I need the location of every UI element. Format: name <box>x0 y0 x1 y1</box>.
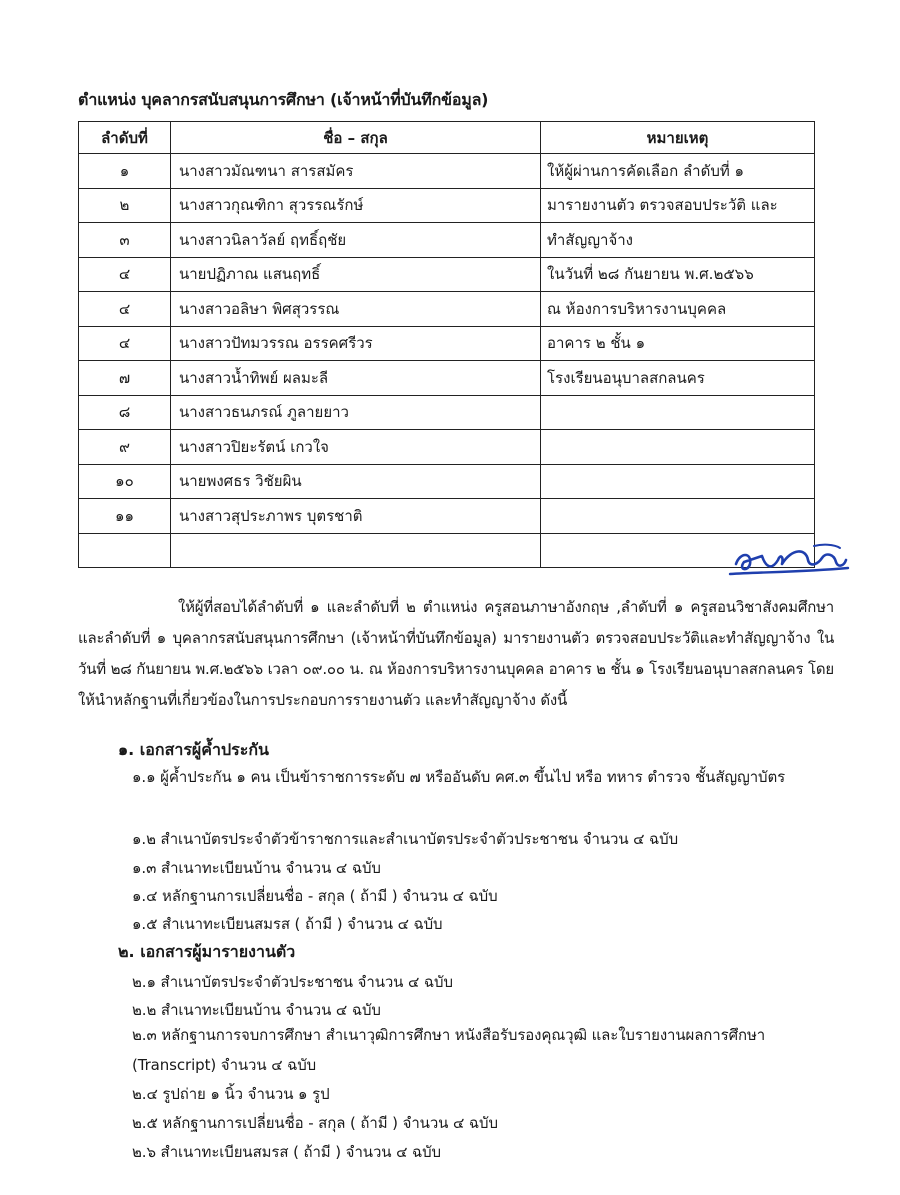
row-name: นางสาวกุณฑิกา สุวรรณรักษ์ <box>171 188 541 223</box>
row-name: นางสาวปิยะรัตน์ เกวใจ <box>171 430 541 465</box>
row-number: ๘ <box>79 395 171 430</box>
table-row <box>79 292 815 327</box>
guarantor-item: ๑.๒ สำเนาบัตรประจำตัวข้าราชการและสำเนาบัตรประจำตัวประชาชน จำนวน ๔ ฉบับ <box>132 830 679 848</box>
reporter-item: ๒.๕ หลักฐานการเปลี่ยนชื่อ - สกุล ( ถ้ามี ) จำนวน ๔ ฉบับ <box>132 1114 498 1132</box>
row-note: ทำสัญญาจ้าง <box>541 223 815 258</box>
row-note <box>541 464 815 499</box>
table-row-empty <box>79 533 815 568</box>
row-note: โรงเรียนอนุบาลสกลนคร <box>541 361 815 396</box>
table-row <box>79 188 815 223</box>
instruction-paragraph: ให้ผู้ที่สอบได้ลำดับที่ ๑ และลำดับที่ ๒ ตำแหน่ง ครูสอนภาษาอังกฤษ ,ลำดับที่ ๑ ครูสอนวิชาสังคมศึกษา และลำดับที่ ๑ บุคลากรสนับสนุนการศึกษา (เจ้าหน้าที่บันทึกข้อมูล) มารายงานตัว ตรวจสอบประวัติและทำสัญญาจ้าง ในวันที่ ๒๘ กันยายน พ.ศ.๒๕๖๖ เวลา ๐๙.๐๐ น. ณ ห้องการบริหารงานบุคคล อาคาร ๒ ชั้น ๑ โรงเรียนอนุบาลสกลนคร โดยให้นำหลักฐานที่เกี่ยวข้องในการประกอบการรายงานตัว และทำสัญญาจ้าง ดังนี้ <box>78 598 834 709</box>
section-guarantor-title: ๑. เอกสารผู้ค้ำประกัน <box>118 740 269 759</box>
row-note: ให้ผู้ผ่านการคัดเลือก ลำดับที่ ๑ <box>541 154 815 189</box>
guarantor-item: ๑.๓ สำเนาทะเบียนบ้าน จำนวน ๔ ฉบับ <box>132 859 381 877</box>
row-note: ในวันที่ ๒๘ กันยายน พ.ศ.๒๕๖๖ <box>541 257 815 292</box>
row-number: ๑๐ <box>79 464 171 499</box>
row-name <box>171 533 541 568</box>
header-note: หมายเหตุ <box>541 122 815 154</box>
guarantor-item: ๑.๔ หลักฐานการเปลี่ยนชื่อ - สกุล ( ถ้ามี ) จำนวน ๔ ฉบับ <box>132 887 498 905</box>
reporter-item: ๒.๓ หลักฐานการจบการศึกษา สำเนาวุฒิการศึกษา หนังสือรับรองคุณวุฒิ และใบรายงานผลการศึกษา (Transcript) จำนวน ๔ ฉบับ <box>132 1026 766 1074</box>
row-name: นางสาวธนภรณ์ ภูลายยาว <box>171 395 541 430</box>
table-row <box>79 361 815 396</box>
row-name: นางสาวมัณฑนา สารสมัคร <box>171 154 541 189</box>
row-note: ณ ห้องการบริหารงานบุคคล <box>541 292 815 327</box>
table-row <box>79 430 815 465</box>
guarantor-item: ๑.๕ สำเนาทะเบียนสมรส ( ถ้ามี ) จำนวน ๔ ฉบับ <box>132 915 443 933</box>
row-name: นางสาวนิลาวัลย์ ฤทธิ์ฤชัย <box>171 223 541 258</box>
table-row <box>79 499 815 534</box>
row-note <box>541 499 815 534</box>
row-number: ๑๑ <box>79 499 171 534</box>
row-name: นายปฏิภาณ แสนฤทธิ์ <box>171 257 541 292</box>
table-row <box>79 154 815 189</box>
row-number: ๔ <box>79 257 171 292</box>
reporter-item: ๒.๑ สำเนาบัตรประจำตัวประชาชน จำนวน ๔ ฉบับ <box>132 973 453 991</box>
signature-image <box>722 542 852 582</box>
row-name: นางสาวปัทมวรรณ อรรคศรีวร <box>171 326 541 361</box>
reporter-item: ๒.๔ รูปถ่าย ๑ นิ้ว จำนวน ๑ รูป <box>132 1085 330 1103</box>
guarantor-item: ๑.๑ ผู้ค้ำประกัน ๑ คน เป็นข้าราชการระดับ ๗ หรืออันดับ คศ.๓ ขึ้นไป หรือ ทหาร ตำรวจ ชั้นสัญญาบัตร <box>132 768 786 786</box>
table-row <box>79 395 815 430</box>
row-number: ๑ <box>79 154 171 189</box>
reporter-item: ๒.๖ สำเนาทะเบียนสมรส ( ถ้ามี ) จำนวน ๔ ฉบับ <box>132 1143 441 1161</box>
header-order: ลำดับที่ <box>79 122 171 154</box>
row-number: ๒ <box>79 188 171 223</box>
row-number: ๓ <box>79 223 171 258</box>
row-name: นางสาวน้ำทิพย์ ผลมะลี <box>171 361 541 396</box>
position-heading: ตำแหน่ง บุคลากรสนับสนุนการศึกษา (เจ้าหน้าที่บันทึกข้อมูล) <box>78 90 489 109</box>
table-row <box>79 326 815 361</box>
row-name: นางสาวสุประภาพร บุตรชาติ <box>171 499 541 534</box>
header-name: ชื่อ – สกุล <box>171 122 541 154</box>
row-name: นายพงศธร วิชัยผิน <box>171 464 541 499</box>
row-note <box>541 430 815 465</box>
row-name: นางสาวอลิษา พิศสุวรรณ <box>171 292 541 327</box>
row-number: ๔ <box>79 326 171 361</box>
row-number <box>79 533 171 568</box>
candidate-table <box>78 121 815 568</box>
row-note <box>541 395 815 430</box>
table-header-row <box>79 122 815 154</box>
row-note: มารายงานตัว ตรวจสอบประวัติ และ <box>541 188 815 223</box>
row-number: ๙ <box>79 430 171 465</box>
table-row <box>79 464 815 499</box>
section-reporter-title: ๒. เอกสารผู้มารายงานตัว <box>118 942 296 961</box>
row-number: ๔ <box>79 292 171 327</box>
table-row <box>79 223 815 258</box>
row-number: ๗ <box>79 361 171 396</box>
row-note: อาคาร ๒ ชั้น ๑ <box>541 326 815 361</box>
table-row <box>79 257 815 292</box>
reporter-item: ๒.๒ สำเนาทะเบียนบ้าน จำนวน ๔ ฉบับ <box>132 1001 381 1019</box>
